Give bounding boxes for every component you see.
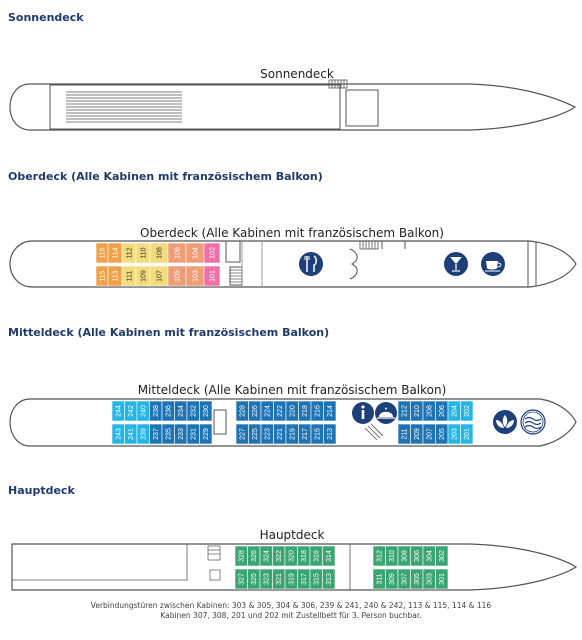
stairs-icon [329, 80, 347, 88]
cabin-number: 244 [115, 405, 123, 417]
cabin-number: 104 [192, 247, 200, 259]
hauptdeck-title: Hauptdeck [8, 484, 75, 497]
cabin-number: 212 [401, 405, 409, 417]
oberdeck-title: Oberdeck (Alle Kabinen mit französischem Balkon) [8, 170, 323, 183]
cabin-number: 220 [289, 405, 297, 417]
cabin-number: 223 [264, 428, 272, 440]
cabin-number: 242 [128, 405, 136, 417]
cabin-number: 322 [276, 550, 284, 562]
info-icon [352, 402, 374, 424]
cabin-number: 106 [174, 247, 182, 259]
cabin-number: 208 [426, 405, 434, 417]
cabin-number: 108 [156, 247, 164, 259]
cabin-number: 321 [276, 573, 284, 585]
hauptdeck-cabins [235, 546, 448, 589]
lotus-icon [493, 410, 517, 434]
cabin-number: 224 [264, 405, 272, 417]
sonnendeck-plan-label: Sonnendeck [260, 67, 334, 81]
cocktail-icon [444, 252, 468, 276]
cabin-number: 103 [192, 270, 200, 282]
cabin-number: 203 [451, 428, 459, 440]
cabin-number: 225 [252, 428, 260, 440]
cabin-number: 231 [190, 428, 198, 440]
cabin-number: 301 [439, 573, 447, 585]
cabin-number: 306 [414, 550, 422, 562]
cabin-number: 109 [140, 270, 148, 282]
cabin-number: 308 [401, 550, 409, 562]
sonnendeck-plan [0, 62, 582, 142]
cabin-number: 313 [326, 573, 334, 585]
cabin-number: 215 [314, 428, 322, 440]
mitteldeck-title: Mitteldeck (Alle Kabinen mit französischem Balkon) [8, 326, 330, 339]
wave-icon [521, 410, 545, 434]
cabin-number: 205 [439, 428, 447, 440]
cabin-number: 226 [252, 405, 260, 417]
cabin-number: 101 [209, 270, 217, 282]
cabin-number: 209 [414, 428, 422, 440]
footer-connecting-doors: Verbindungstüren zwischen Kabinen: 303 & 305, 304 & 306, 239 & 241, 240 & 242, 113 & 115, 114 & 116 [90, 601, 492, 610]
cabin-number: 232 [190, 405, 198, 417]
cabin-number: 311 [376, 573, 384, 585]
cabin-number: 222 [277, 405, 285, 417]
cabin-number: 113 [112, 270, 120, 282]
cabin-number: 102 [209, 247, 217, 259]
cabin-number: 323 [263, 573, 271, 585]
cabin-number: 238 [153, 405, 161, 417]
cabin-number: 217 [302, 428, 310, 440]
cabin-number: 327 [238, 573, 246, 585]
mitteldeck-plan-label: Mitteldeck (Alle Kabinen mit französischem Balkon) [137, 383, 447, 397]
cabin-number: 319 [288, 573, 296, 585]
cabin-number: 112 [126, 247, 134, 259]
cabin-number: 310 [389, 550, 397, 562]
cabin-number: 307 [401, 573, 409, 585]
cabin-number: 305 [414, 573, 422, 585]
cabin-number: 227 [239, 428, 247, 440]
cabin-number: 328 [238, 550, 246, 562]
cabin-number: 107 [156, 270, 164, 282]
cabin-number: 110 [140, 247, 148, 259]
stairs-icon [360, 241, 378, 249]
cabin-number: 236 [165, 405, 173, 417]
mitteldeck-cabins [112, 401, 473, 444]
oberdeck-plan-label: Oberdeck (Alle Kabinen mit französischem Balkon) [140, 226, 444, 240]
fork-knife-icon [299, 252, 323, 276]
sun-lounger-area [66, 92, 182, 122]
cabin-number: 315 [313, 573, 321, 585]
cabin-number: 304 [426, 550, 434, 562]
cabin-number: 207 [426, 428, 434, 440]
footer-note [0, 601, 582, 621]
cabin-number: 233 [178, 428, 186, 440]
cabin-number: 114 [112, 247, 120, 259]
cabin-number: 309 [389, 573, 397, 585]
oberdeck-cabins [96, 243, 220, 286]
cabin-number: 115 [99, 270, 107, 282]
cabin-number: 237 [153, 428, 161, 440]
cabin-number: 211 [401, 428, 409, 440]
cabin-number: 218 [302, 405, 310, 417]
coffee-cup-icon [481, 252, 505, 276]
cabin-number: 234 [178, 405, 186, 417]
mitteldeck-plan [0, 380, 582, 452]
cabin-number: 201 [464, 428, 472, 440]
cabin-number: 303 [426, 573, 434, 585]
cabin-number: 324 [263, 550, 271, 562]
sonnendeck-title: Sonnendeck [8, 11, 84, 24]
cabin-number: 105 [174, 270, 182, 282]
cabin-number: 241 [128, 428, 136, 440]
cabin-number: 214 [327, 405, 335, 417]
cabin-number: 221 [277, 428, 285, 440]
cabin-number: 320 [288, 550, 296, 562]
cabin-number: 243 [115, 428, 123, 440]
cabin-number: 325 [251, 573, 259, 585]
cabin-number: 202 [464, 405, 472, 417]
hauptdeck-plan-label: Hauptdeck [259, 528, 325, 542]
cabin-number: 111 [126, 270, 134, 282]
cabin-number: 316 [313, 550, 321, 562]
hauptdeck-plan [0, 522, 582, 594]
cabin-number: 116 [99, 247, 107, 259]
cabin-number: 228 [239, 405, 247, 417]
cabin-number: 235 [165, 428, 173, 440]
cabin-number: 302 [439, 550, 447, 562]
bell-icon [375, 402, 397, 424]
cabin-number: 210 [414, 405, 422, 417]
cabin-number: 314 [326, 550, 334, 562]
cabin-number: 318 [301, 550, 309, 562]
cabin-number: 312 [376, 550, 384, 562]
cabin-number: 326 [251, 550, 259, 562]
cabin-number: 229 [203, 428, 211, 440]
oberdeck-plan [0, 222, 582, 294]
cabin-number: 230 [203, 405, 211, 417]
cabin-number: 240 [140, 405, 148, 417]
cabin-number: 317 [301, 573, 309, 585]
cabin-number: 219 [289, 428, 297, 440]
footer-extra-bed: Kabinen 307, 308, 201 und 202 mit Zustellbett für 3. Person buchbar. [160, 611, 422, 620]
cabin-number: 216 [314, 405, 322, 417]
cabin-number: 239 [140, 428, 148, 440]
cabin-number: 206 [439, 405, 447, 417]
cabin-number: 204 [451, 405, 459, 417]
cabin-number: 213 [327, 428, 335, 440]
